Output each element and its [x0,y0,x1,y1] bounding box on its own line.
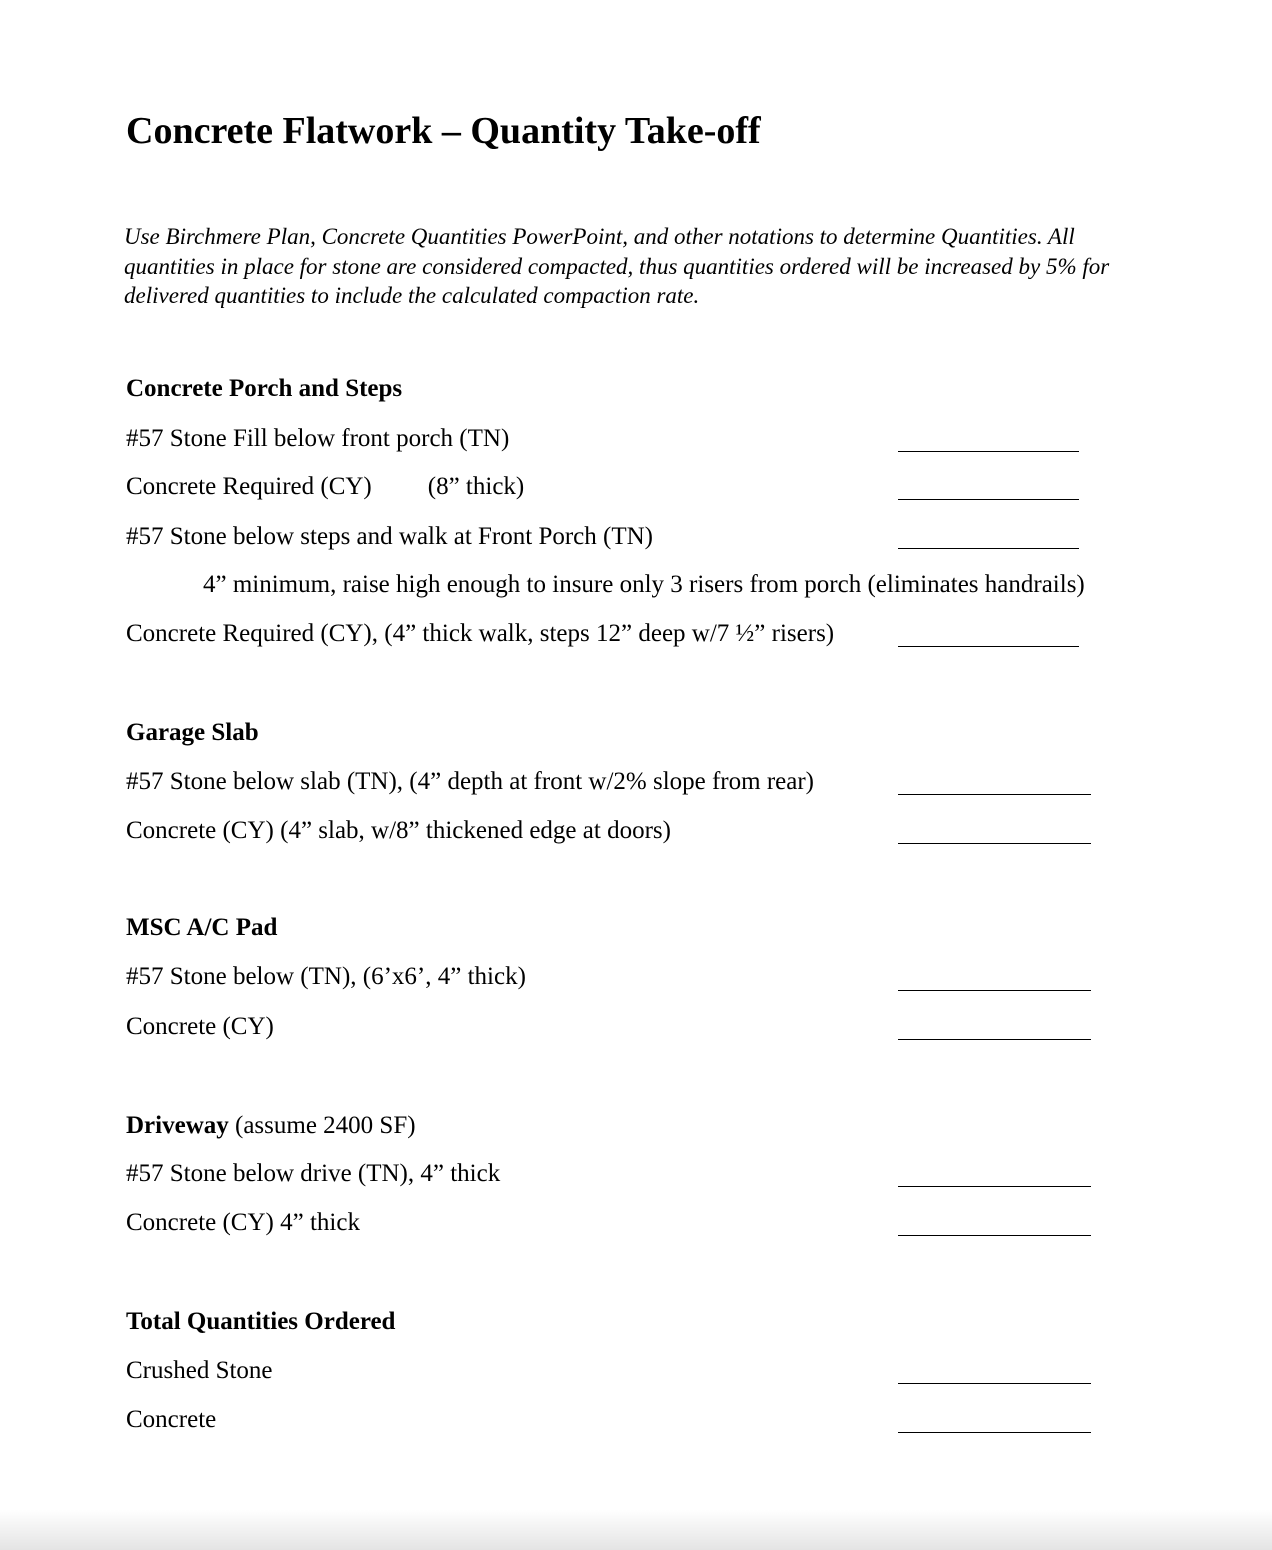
item-ac-pad-stone: #57 Stone below (TN), (6’x6’, 4” thick) [126,963,526,990]
item-driveway-concrete: Concrete (CY) 4” thick [126,1209,360,1236]
item-garage-concrete: Concrete (CY) (4” slab, w/8” thickened edge at doors) [126,817,671,844]
section-heading-ac-pad: MSC A/C Pad [126,914,278,941]
item-steps-concrete: Concrete Required (CY), (4” thick walk, steps 12” deep w/7 ½” risers) [126,620,835,647]
page-title: Concrete Flatwork – Quantity Take-off [126,110,761,152]
answer-blank-steps-stone [898,548,1079,549]
item-driveway-stone: #57 Stone below drive (TN), 4” thick [126,1160,501,1187]
section-heading-porch: Concrete Porch and Steps [126,375,403,402]
item-porch-concrete [126,472,524,502]
item-porch-concrete-label: Concrete Required (CY) [126,473,372,500]
section-heading-driveway [126,1111,416,1141]
answer-blank-porch-stone-fill [898,451,1079,452]
answer-blank-total-concrete [898,1432,1091,1433]
answer-blank-garage-concrete [898,843,1091,844]
item-porch-stone-fill: #57 Stone Fill below front porch (TN) [126,425,510,452]
item-steps-stone: #57 Stone below steps and walk at Front Porch (TN) [126,523,654,550]
driveway-heading-note: (assume 2400 SF) [235,1112,416,1139]
item-total-concrete: Concrete [126,1406,217,1433]
item-ac-pad-concrete: Concrete (CY) [126,1013,274,1040]
answer-blank-ac-pad-stone [898,990,1091,991]
answer-blank-driveway-concrete [898,1235,1091,1236]
item-porch-concrete-note: (8” thick) [427,473,525,500]
answer-blank-driveway-stone [898,1186,1091,1187]
answer-blank-porch-concrete [898,499,1079,500]
instructions-paragraph: Use Birchmere Plan, Concrete Quantities PowerPoint, and other notations to determine Quantities. All quantities in place for stone are considered compacted, thus quantities ordered will be increased by 5% for delivered quantities to include the calculated compaction rate. [124,224,1110,308]
note-steps-stone: 4” minimum, raise high enough to insure only 3 risers from porch (eliminates handrails) [203,571,1085,598]
answer-blank-ac-pad-concrete [898,1039,1091,1040]
answer-blank-steps-concrete [898,646,1079,647]
driveway-heading-label: Driveway [126,1112,229,1139]
answer-blank-total-crushed-stone [898,1383,1091,1384]
item-total-crushed-stone: Crushed Stone [126,1357,273,1384]
section-heading-totals: Total Quantities Ordered [126,1308,396,1335]
page-bottom-shadow [0,1510,1272,1550]
section-heading-garage: Garage Slab [126,719,259,746]
answer-blank-garage-stone [898,794,1091,795]
item-garage-stone: #57 Stone below slab (TN), (4” depth at front w/2% slope from rear) [126,768,815,795]
